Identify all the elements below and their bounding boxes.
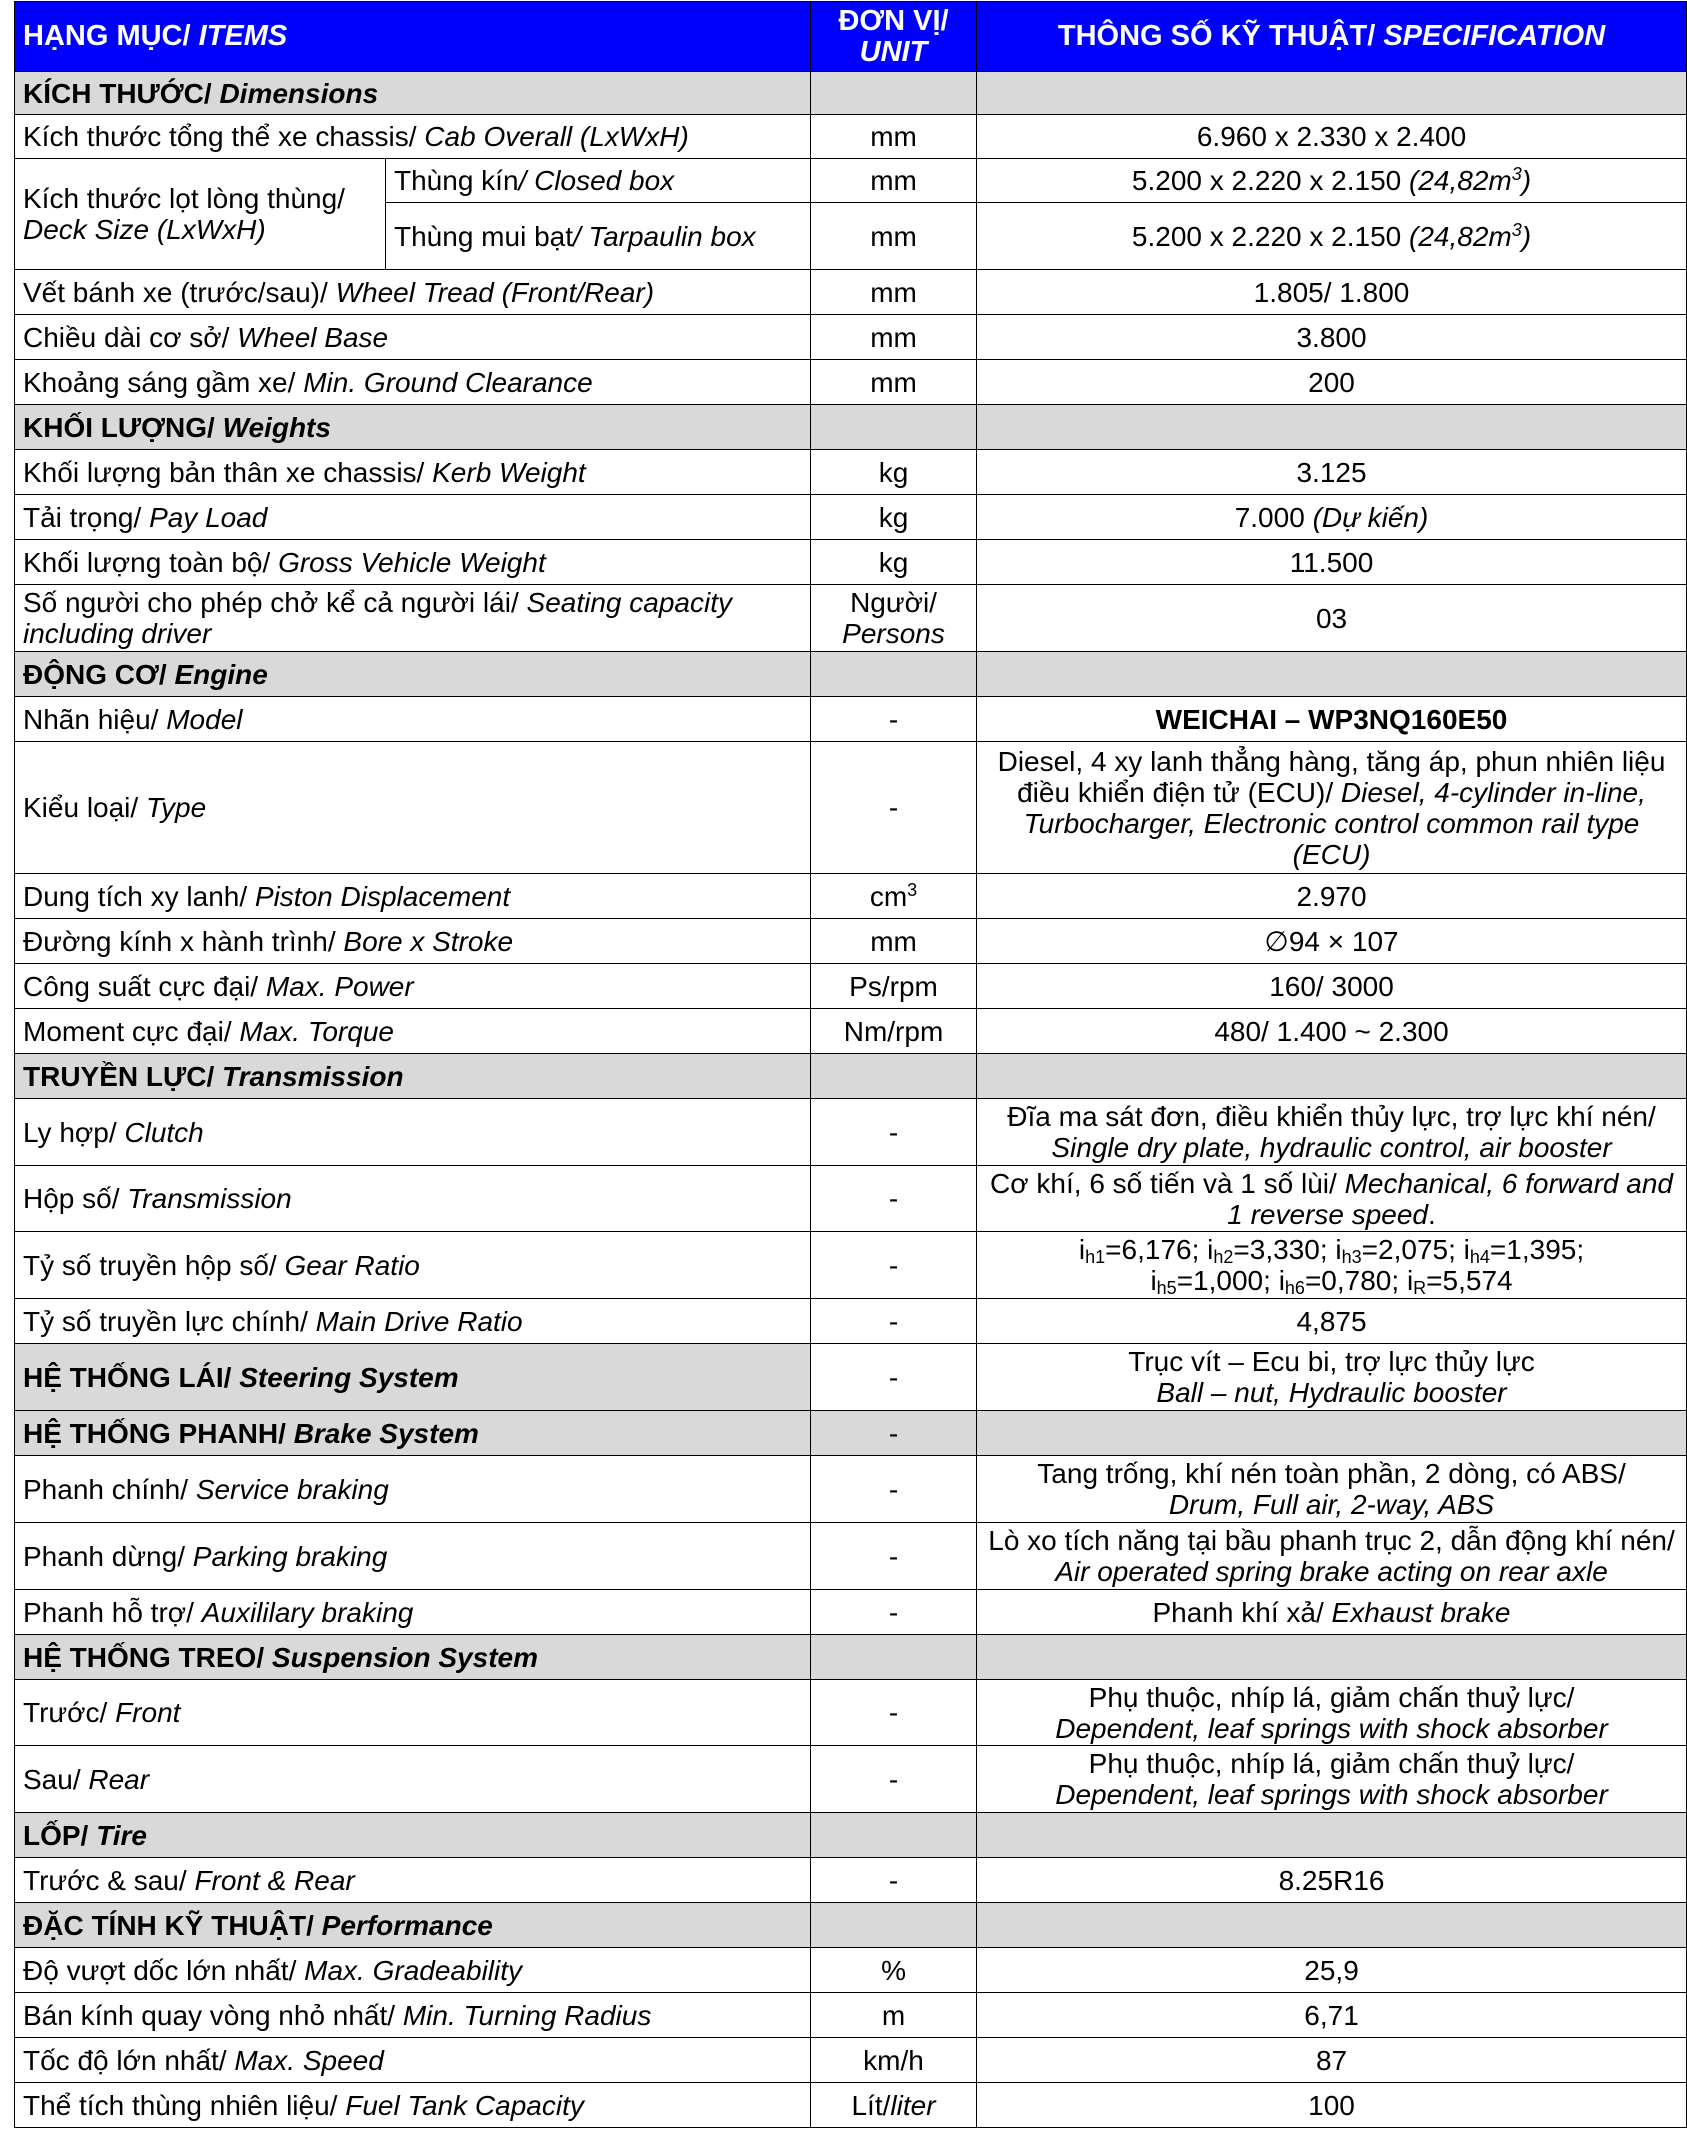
table-row [15, 1858, 1687, 1903]
row-unit: mm [811, 115, 977, 159]
row-value: Phụ thuộc, nhíp lá, giảm chấn thuỷ lực/ Dependent, leaf springs with shock absorber [977, 1680, 1687, 1746]
row-label: Ly hợp/ Clutch [15, 1099, 811, 1166]
table-row [15, 2038, 1687, 2083]
table-row [15, 697, 1687, 742]
row-value [977, 1232, 1687, 1299]
row-unit: - [811, 1344, 977, 1411]
table-row [15, 495, 1687, 540]
table-row [15, 1590, 1687, 1635]
table-row [15, 874, 1687, 919]
row-value: ∅94 × 107 [977, 919, 1687, 964]
row-label: Trước/ Front [15, 1680, 811, 1746]
row-label: Hộp số/ Transmission [15, 1166, 811, 1232]
row-unit: kg [811, 450, 977, 495]
section-title: HỆ THỐNG LÁI/ Steering System [15, 1344, 811, 1411]
section-weights [15, 405, 1687, 450]
row-unit: - [811, 1411, 977, 1456]
header-items: HẠNG MỤC/ ITEMS [15, 2, 811, 72]
table-row [15, 115, 1687, 159]
table-row [15, 450, 1687, 495]
row-value: 87 [977, 2038, 1687, 2083]
section-title: LỐP/ Tire [15, 1813, 811, 1858]
section-suspension [15, 1635, 1687, 1680]
table-row [15, 585, 1687, 652]
row-label: Công suất cực đại/ Max. Power [15, 964, 811, 1009]
row-unit: - [811, 1858, 977, 1903]
row-label: Tải trọng/ Pay Load [15, 495, 811, 540]
table-row [15, 1299, 1687, 1344]
table-row [15, 315, 1687, 360]
header-row [15, 2, 1687, 72]
row-value: 1.805/ 1.800 [977, 270, 1687, 315]
table-row [15, 1523, 1687, 1590]
row-label: Sau/ Rear [15, 1746, 811, 1813]
row-value: 2.970 [977, 874, 1687, 919]
row-label: Bán kính quay vòng nhỏ nhất/ Min. Turning Radius [15, 1993, 811, 2038]
row-value: 100 [977, 2083, 1687, 2128]
section-tire [15, 1813, 1687, 1858]
row-value: 8.25R16 [977, 1858, 1687, 1903]
gear-ratio: $i_{h4}=1,395$; [1463, 1234, 1585, 1267]
table-row [15, 1099, 1687, 1166]
section-title: ĐỘNG CƠ/ Engine [15, 652, 811, 697]
row-value: Tang trống, khí nén toàn phần, 2 dòng, có ABS/ Drum, Full air, 2-way, ABS [977, 1456, 1687, 1523]
gear-ratio: $i_{h3}=2,075$; [1335, 1234, 1464, 1267]
row-label: Dung tích xy lanh/ Piston Displacement [15, 874, 811, 919]
row-unit: mm [811, 203, 977, 270]
section-title: ĐẶC TÍNH KỸ THUẬT/ Performance [15, 1903, 811, 1948]
section-transmission [15, 1054, 1687, 1099]
section-steering [15, 1344, 1687, 1411]
row-label: Độ vượt dốc lớn nhất/ Max. Gradeability [15, 1948, 811, 1993]
row-label: Moment cực đại/ Max. Torque [15, 1009, 811, 1054]
row-unit: - [811, 742, 977, 874]
row-unit: mm [811, 919, 977, 964]
row-value: Diesel, 4 xy lanh thẳng hàng, tăng áp, phun nhiên liệu điều khiển điện tử (ECU)/ Diesel, 4-cylinder in-line, Turbocharger, Electronic control common rail type (ECU) [977, 742, 1687, 874]
row-label: Phanh hỗ trợ/ Auxililary braking [15, 1590, 811, 1635]
row-value: Phanh khí xả/ Exhaust brake [977, 1590, 1687, 1635]
table-row [15, 742, 1687, 874]
row-value: WEICHAI – WP3NQ160E50 [977, 697, 1687, 742]
section-title: KHỐI LƯỢNG/ Weights [15, 405, 811, 450]
row-value: 03 [977, 585, 1687, 652]
table-row [15, 1993, 1687, 2038]
row-label: Kiểu loại/ Type [15, 742, 811, 874]
spec-table [14, 1, 1687, 2128]
row-unit: - [811, 1099, 977, 1166]
row-unit: - [811, 697, 977, 742]
row-label: Thể tích thùng nhiên liệu/ Fuel Tank Capacity [15, 2083, 811, 2128]
table-row [15, 1009, 1687, 1054]
row-unit: kg [811, 495, 977, 540]
row-unit: - [811, 1680, 977, 1746]
row-unit: km/h [811, 2038, 977, 2083]
header-spec: THÔNG SỐ KỸ THUẬT/ SPECIFICATION [977, 2, 1687, 72]
row-value: 3.125 [977, 450, 1687, 495]
row-label: Trước & sau/ Front & Rear [15, 1858, 811, 1903]
row-unit: Ps/rpm [811, 964, 977, 1009]
row-label: Nhãn hiệu/ Model [15, 697, 811, 742]
row-value: 5.200 x 2.220 x 2.150 $(24,82m^3)$ [977, 159, 1687, 203]
section-title: TRUYỀN LỰC/ Transmission [15, 1054, 811, 1099]
table-row [15, 540, 1687, 585]
section-brake [15, 1411, 1687, 1456]
row-unit: - [811, 1590, 977, 1635]
gear-ratio: $i_{h5}=1,000$; [1150, 1265, 1279, 1298]
table-row [15, 1680, 1687, 1746]
row-unit: - [811, 1232, 977, 1299]
row-unit: m [811, 1993, 977, 2038]
row-value: 6.960 x 2.330 x 2.400 [977, 115, 1687, 159]
row-unit: $cm^3$ [811, 874, 977, 919]
row-label: Tỷ số truyền lực chính/ Main Drive Ratio [15, 1299, 811, 1344]
gear-ratio: $i_{h1}=6,176$; [1078, 1234, 1208, 1267]
row-label: Đường kính x hành trình/ Bore x Stroke [15, 919, 811, 964]
section-title: KÍCH THƯỚC/ Dimensions [15, 72, 811, 115]
row-value: 7.000 (Dự kiến) [977, 495, 1687, 540]
row-value: 3.800 [977, 315, 1687, 360]
row-unit: mm [811, 315, 977, 360]
row-label: Phanh chính/ Service braking [15, 1456, 811, 1523]
row-value: 25,9 [977, 1948, 1687, 1993]
table-row [15, 1166, 1687, 1232]
row-unit: mm [811, 270, 977, 315]
row-value: 200 [977, 360, 1687, 405]
row-unit: - [811, 1456, 977, 1523]
row-label: Phanh dừng/ Parking braking [15, 1523, 811, 1590]
row-label: Chiều dài cơ sở/ Wheel Base [15, 315, 811, 360]
row-label: Kích thước lọt lòng thùng/ Deck Size (LxWxH) [15, 159, 386, 270]
row-value: 5.200 x 2.220 x 2.150 $(24,82m^3)$ [977, 203, 1687, 270]
row-value: Phụ thuộc, nhíp lá, giảm chấn thuỷ lực/ Dependent, leaf springs with shock absorber [977, 1746, 1687, 1813]
row-unit: mm [811, 159, 977, 203]
gear-ratio: $i_{h6}=0,780$; [1278, 1265, 1407, 1298]
row-unit: Người/ Persons [811, 585, 977, 652]
row-unit: - [811, 1166, 977, 1232]
row-value: 480/ 1.400 ~ 2.300 [977, 1009, 1687, 1054]
row-value: 4,875 [977, 1299, 1687, 1344]
section-title: HỆ THỐNG TREO/ Suspension System [15, 1635, 811, 1680]
row-value: Lò xo tích năng tại bầu phanh trục 2, dẫn động khí nén/ Air operated spring brake acting on rear axle [977, 1523, 1687, 1590]
table-row [15, 1232, 1687, 1299]
gear-ratio: $i_{h2}=3,330$; [1207, 1234, 1336, 1267]
row-label: Vết bánh xe (trước/sau)/ Wheel Tread (Front/Rear) [15, 270, 811, 315]
row-unit: - [811, 1523, 977, 1590]
table-row [15, 2083, 1687, 2128]
row-value: Cơ khí, 6 số tiến và 1 số lùi/ Mechanical, 6 forward and 1 reverse speed. [977, 1166, 1687, 1232]
row-label: Số người cho phép chở kể cả người lái/ Seating capacity including driver [15, 585, 811, 652]
section-engine [15, 652, 1687, 697]
row-label: Khối lượng bản thân xe chassis/ Kerb Weight [15, 450, 811, 495]
table-row [15, 964, 1687, 1009]
row-sublabel: Thùng mui bạt/ Tarpaulin box [386, 203, 811, 270]
section-dimensions [15, 72, 1687, 115]
row-unit: Lít/liter [811, 2083, 977, 2128]
row-unit: kg [811, 540, 977, 585]
row-label: Khoảng sáng gầm xe/ Min. Ground Clearance [15, 360, 811, 405]
row-unit: - [811, 1746, 977, 1813]
row-label: Tốc độ lớn nhất/ Max. Speed [15, 2038, 811, 2083]
section-performance [15, 1903, 1687, 1948]
table-row [15, 1948, 1687, 1993]
row-value: 160/ 3000 [977, 964, 1687, 1009]
gear-ratio: $i_R=5,574$ [1406, 1265, 1513, 1298]
table-row [15, 919, 1687, 964]
header-unit: ĐƠN VỊ/ UNIT [811, 2, 977, 72]
table-row [15, 1456, 1687, 1523]
row-value: 6,71 [977, 1993, 1687, 2038]
row-unit: % [811, 1948, 977, 1993]
table-row [15, 360, 1687, 405]
row-value: Trục vít – Ecu bi, trợ lực thủy lực Ball – nut, Hydraulic booster [977, 1344, 1687, 1411]
table-row [15, 159, 1687, 203]
row-value: Đĩa ma sát đơn, điều khiển thủy lực, trợ lực khí nén/ Single dry plate, hydraulic control, air booster [977, 1099, 1687, 1166]
row-value: 11.500 [977, 540, 1687, 585]
row-unit: mm [811, 360, 977, 405]
table-row [15, 1746, 1687, 1813]
row-sublabel: Thùng kín/ Closed box [386, 159, 811, 203]
section-title: HỆ THỐNG PHANH/ Brake System [15, 1411, 811, 1456]
row-label: Khối lượng toàn bộ/ Gross Vehicle Weight [15, 540, 811, 585]
row-unit: Nm/rpm [811, 1009, 977, 1054]
table-row [15, 270, 1687, 315]
row-unit: - [811, 1299, 977, 1344]
row-label: Tỷ số truyền hộp số/ Gear Ratio [15, 1232, 811, 1299]
row-label: Kích thước tổng thể xe chassis/ Cab Overall (LxWxH) [15, 115, 811, 159]
